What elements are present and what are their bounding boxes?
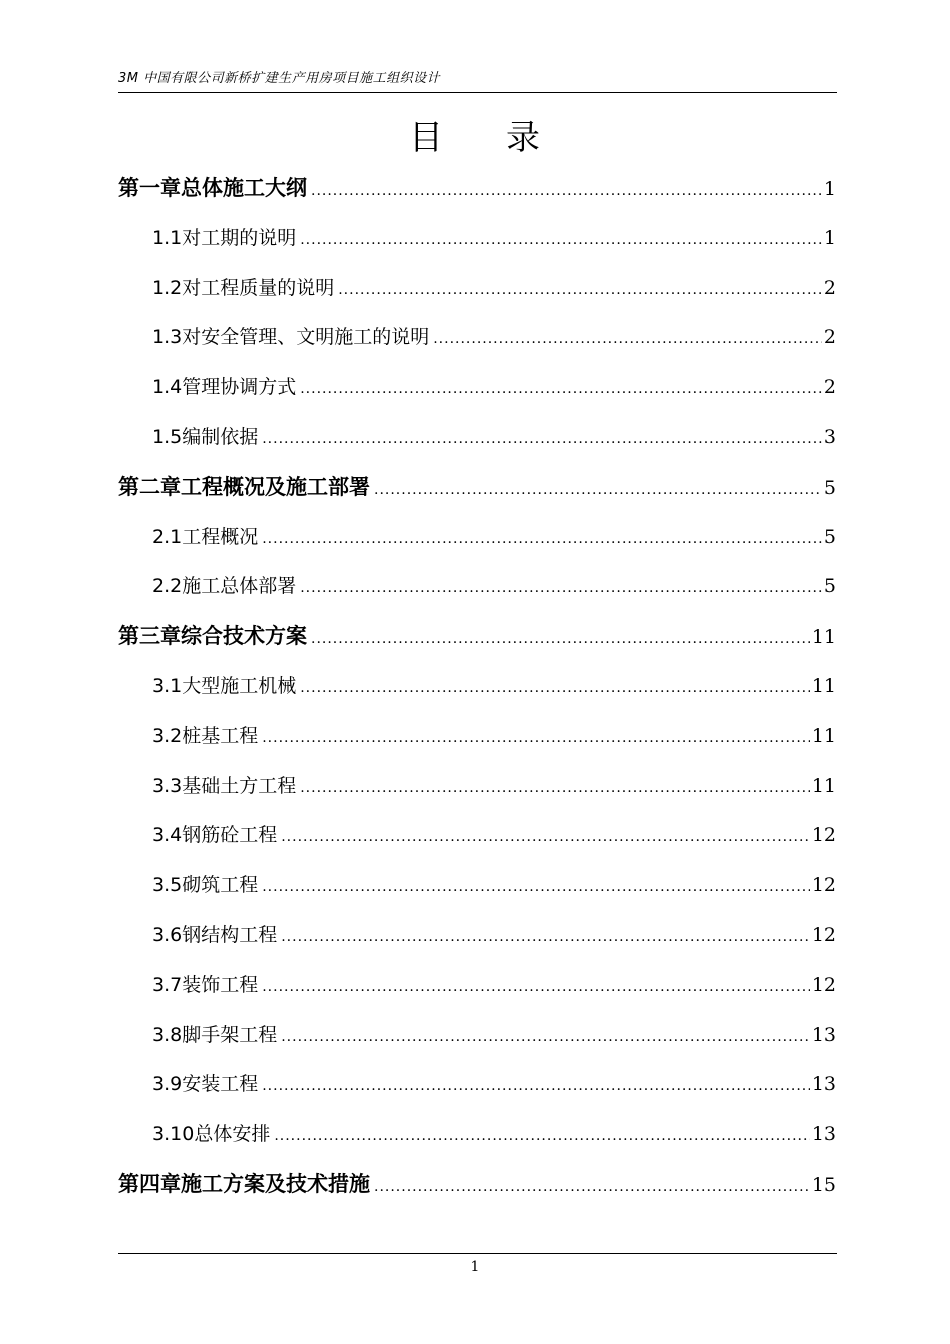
toc-entry-number: 3.5 [152,874,183,897]
dot-leader [374,466,822,516]
dot-leader [374,1163,810,1213]
toc-entry-number: 1.3 [152,326,183,349]
toc-entry-label: 对安全管理、文明施工的说明 [182,326,430,349]
toc-chapter-entry[interactable] [118,1160,836,1210]
page-title [0,114,950,162]
toc-entry-number: 3.7 [152,973,183,996]
toc-section-entry[interactable] [118,562,836,612]
toc-entry-page-number: 1 [823,178,836,200]
toc-entry-page-number: 12 [811,923,836,946]
toc-entry-page-number: 11 [811,774,836,797]
toc-section-entry[interactable] [118,413,836,463]
toc-section-entry[interactable] [118,1011,836,1061]
toc-entry-label: 对工期的说明 [182,226,297,249]
toc-entry-number: 2.2 [152,575,183,598]
toc-entry-label: 管理协调方式 [182,376,297,399]
dot-leader [433,315,822,365]
dot-leader [300,564,822,614]
toc-entry-label: 基础土方工程 [182,774,297,797]
toc-section-entry[interactable] [118,811,836,861]
toc-entry-label: 综合技术方案 [181,624,307,649]
toc-entry-page-number: 13 [811,1123,836,1146]
toc-section-entry[interactable] [118,961,836,1011]
toc-section-entry[interactable] [118,264,836,314]
toc-entry-label: 施工方案及技术措施 [181,1171,370,1196]
toc-entry-page-number: 12 [811,874,836,897]
toc-section-entry[interactable] [118,313,836,363]
toc-entry-number: 3.4 [152,824,183,847]
toc-entry-label: 大型施工机械 [182,674,297,697]
toc-entry-label: 总体安排 [194,1123,271,1146]
toc-entry-label: 装饰工程 [182,973,259,996]
toc-entry-page-number: 1 [823,226,836,249]
dot-leader [311,615,810,665]
toc-section-entry[interactable] [118,762,836,812]
toc-entry-label: 钢结构工程 [182,923,278,946]
toc-entry-page-number: 13 [811,1023,836,1046]
dot-leader [300,216,822,266]
toc-entry-label: 脚手架工程 [182,1023,278,1046]
toc-section-entry[interactable] [118,214,836,264]
toc-entry-label: 安装工程 [182,1073,259,1096]
toc-entry-page-number: 11 [811,674,836,697]
toc-entry-number: 1.2 [152,276,183,299]
toc-entry-number: 第四章 [118,1171,181,1196]
toc-entry-number: 3.3 [152,774,183,797]
toc-entry-label: 桩基工程 [182,724,259,747]
running-header: 3M 中国有限公司新桥扩建生产用房项目施工组织设计 [118,71,441,86]
toc-entry-number: 3.9 [152,1073,183,1096]
toc-entry-number: 3.8 [152,1023,183,1046]
toc-entry-label: 对工程质量的说明 [182,276,335,299]
dot-leader [281,913,810,963]
toc-entry-page-number: 5 [823,525,836,548]
toc-entry-number: 3.6 [152,923,183,946]
table-of-contents [118,164,836,1210]
header-divider [118,92,837,93]
dot-leader [338,266,822,316]
toc-section-entry[interactable] [118,1110,836,1160]
toc-entry-page-number: 11 [811,724,836,747]
toc-entry-page-number: 5 [823,575,836,598]
toc-entry-number: 1.5 [152,425,183,448]
toc-section-entry[interactable] [118,662,836,712]
toc-entry-number: 第三章 [118,624,181,649]
toc-entry-page-number: 3 [823,425,836,448]
dot-leader [311,167,822,217]
toc-entry-page-number: 11 [811,626,836,649]
toc-entry-page-number: 12 [811,824,836,847]
dot-leader [262,714,810,764]
toc-section-entry[interactable] [118,911,836,961]
dot-leader [300,365,822,415]
toc-section-entry[interactable] [118,1060,836,1110]
toc-entry-label: 砌筑工程 [182,874,259,897]
toc-chapter-entry[interactable] [118,164,836,214]
dot-leader [274,1112,809,1162]
toc-entry-label: 总体施工大纲 [181,176,307,200]
dot-leader [300,664,810,714]
dot-leader [262,1062,810,1112]
toc-section-entry[interactable] [118,363,836,413]
toc-chapter-entry[interactable] [118,463,836,513]
toc-entry-page-number: 5 [823,476,836,499]
toc-entry-number: 1.4 [152,376,183,399]
toc-entry-label: 钢筋砼工程 [182,824,278,847]
toc-section-entry[interactable] [118,861,836,911]
toc-entry-label: 工程概况及施工部署 [181,474,370,499]
toc-entry-number: 1.1 [152,226,183,249]
toc-entry-label: 编制依据 [182,425,259,448]
toc-entry-number: 第二章 [118,474,181,499]
toc-entry-page-number: 2 [823,376,836,399]
toc-section-entry[interactable] [118,513,836,563]
toc-entry-page-number: 2 [823,326,836,349]
toc-entry-number: 2.1 [152,525,183,548]
footer-divider [118,1253,837,1254]
dot-leader [281,813,810,863]
toc-entry-number: 3.1 [152,674,183,697]
dot-leader [262,963,810,1013]
toc-entry-label: 施工总体部署 [182,575,297,598]
toc-entry-page-number: 12 [811,973,836,996]
toc-entry-page-number: 15 [811,1173,836,1196]
dot-leader [281,1013,810,1063]
toc-entry-number: 3.2 [152,724,183,747]
title-char-right: 录 [506,118,541,158]
toc-chapter-entry[interactable] [118,612,836,662]
toc-entry-number: 第一章 [118,176,181,200]
toc-entry-label: 工程概况 [182,525,259,548]
page-number: 1 [470,1259,480,1275]
toc-entry-number: 3.10 [152,1123,195,1146]
title-char-left: 目 [409,118,444,158]
dot-leader [262,515,822,565]
dot-leader [262,863,810,913]
dot-leader [300,764,810,814]
toc-entry-page-number: 2 [823,276,836,299]
dot-leader [262,415,822,465]
toc-entry-page-number: 13 [811,1073,836,1096]
toc-section-entry[interactable] [118,712,836,762]
